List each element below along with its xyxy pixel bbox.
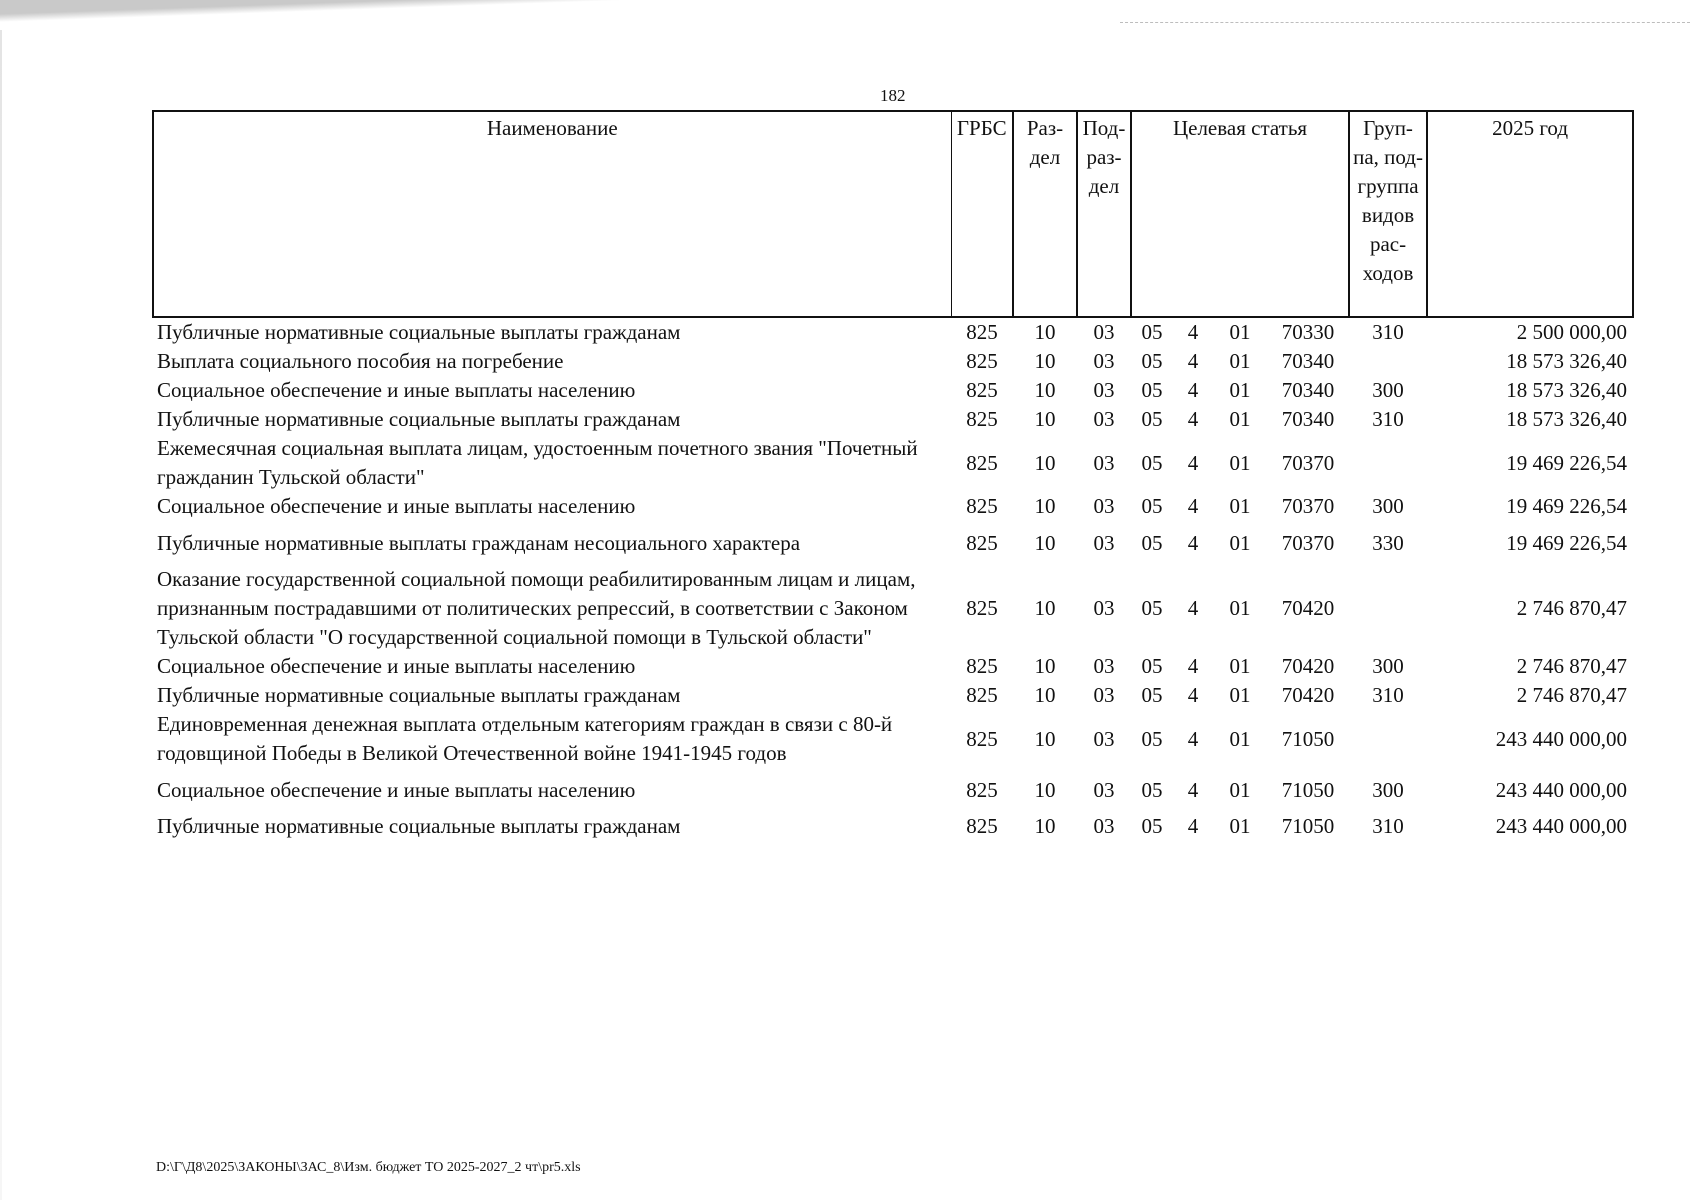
- row-cs-type: 4: [1187, 349, 1199, 373]
- row-name: Социальное обеспечение и иные выплаты населению: [157, 378, 636, 402]
- row-cs-type: 4: [1187, 378, 1199, 402]
- row-amount-2025: 19 469 226,54: [1506, 530, 1628, 555]
- row-amount-2025: 2 500 000,00: [1516, 320, 1628, 344]
- row-cs-subprogram: 01: [1229, 814, 1251, 838]
- row-grbs: 825: [966, 450, 998, 475]
- row-cs-direction: 71050: [1281, 777, 1335, 802]
- row-podrazdel: 03: [1093, 814, 1115, 838]
- row-amount-2025: 243 440 000,00: [1495, 814, 1628, 838]
- row-name: Публичные нормативные социальные выплаты гражданам: [157, 683, 681, 707]
- row-name: Оказание государственной социальной помощи реабилитированным лицам и лицам, признанным пострадавшими от политических репрессий, в соответствии с Законом Тульской области "О государственной социальной помощи в Тульской области": [157, 567, 916, 649]
- row-cs-type: 4: [1187, 407, 1199, 431]
- table-row: [153, 710, 1633, 768]
- row-cs-direction: 70340: [1281, 378, 1335, 402]
- row-podrazdel: 03: [1093, 494, 1115, 518]
- row-cs-subprogram: 01: [1229, 596, 1251, 620]
- row-cs-type: 4: [1187, 320, 1199, 344]
- row-cs-direction: 70420: [1281, 596, 1335, 620]
- row-vid-rashodov: 310: [1372, 683, 1404, 707]
- scan-dashed-line: [1120, 22, 1690, 23]
- row-cs-type: 4: [1187, 530, 1199, 555]
- row-cs-type: 4: [1187, 777, 1199, 802]
- row-name: Социальное обеспечение и иные выплаты населению: [157, 777, 636, 802]
- row-name: Публичные нормативные социальные выплаты гражданам: [157, 407, 681, 431]
- row-name: Социальное обеспечение и иные выплаты населению: [157, 654, 636, 678]
- footer-file-path: D:\Г\Д8\2025\ЗАКОНЫ\ЗАС_8\Изм. бюджет ТО 2025-2027_2 чт\pr5.xls: [156, 1160, 581, 1175]
- row-cs-program: 05: [1141, 450, 1163, 475]
- row-cs-program: 05: [1141, 814, 1163, 838]
- row-cs-program: 05: [1141, 726, 1163, 751]
- row-podrazdel: 03: [1093, 726, 1115, 751]
- row-cs-subprogram: 01: [1229, 407, 1251, 431]
- row-cs-subprogram: 01: [1229, 349, 1251, 373]
- header-razdel: Раз-дел: [1013, 111, 1077, 317]
- row-cs-program: 05: [1141, 494, 1163, 518]
- table-row: [153, 652, 1633, 681]
- row-podrazdel: 03: [1093, 450, 1115, 475]
- row-podrazdel: 03: [1093, 777, 1115, 802]
- row-vid-rashodov: [1349, 710, 1427, 768]
- row-cs-type: 4: [1187, 726, 1199, 751]
- row-name: Публичные нормативные выплаты гражданам несоциального характера: [157, 530, 801, 555]
- row-amount-2025: 18 573 326,40: [1506, 378, 1628, 402]
- row-amount-2025: 18 573 326,40: [1506, 349, 1628, 373]
- row-cs-direction: 70340: [1281, 407, 1335, 431]
- row-amount-2025: 2 746 870,47: [1516, 683, 1628, 707]
- row-podrazdel: 03: [1093, 596, 1115, 620]
- row-razdel: 10: [1034, 530, 1056, 555]
- row-podrazdel: 03: [1093, 378, 1115, 402]
- row-vid-rashodov: 330: [1372, 530, 1404, 555]
- row-cs-program: 05: [1141, 654, 1163, 678]
- row-cs-subprogram: 01: [1229, 494, 1251, 518]
- row-razdel: 10: [1034, 683, 1056, 707]
- row-razdel: 10: [1034, 320, 1056, 344]
- table-row: [153, 347, 1633, 376]
- row-cs-direction: 71050: [1281, 814, 1335, 838]
- row-cs-subprogram: 01: [1229, 530, 1251, 555]
- row-razdel: 10: [1034, 494, 1056, 518]
- table-header-row: [153, 111, 1633, 317]
- row-vid-rashodov: [1349, 347, 1427, 376]
- row-cs-type: 4: [1187, 683, 1199, 707]
- row-vid-rashodov: 310: [1372, 814, 1404, 838]
- row-razdel: 10: [1034, 814, 1056, 838]
- row-cs-subprogram: 01: [1229, 726, 1251, 751]
- row-vid-rashodov: [1349, 565, 1427, 652]
- row-amount-2025: 2 746 870,47: [1516, 654, 1628, 678]
- row-cs-type: 4: [1187, 450, 1199, 475]
- row-razdel: 10: [1034, 654, 1056, 678]
- row-podrazdel: 03: [1093, 654, 1115, 678]
- table-row: [153, 376, 1633, 405]
- table-row: [153, 492, 1633, 521]
- row-cs-subprogram: 01: [1229, 450, 1251, 475]
- row-razdel: 10: [1034, 407, 1056, 431]
- row-cs-type: 4: [1187, 814, 1199, 838]
- row-name: Публичные нормативные социальные выплаты гражданам: [157, 814, 681, 838]
- row-name: Единовременная денежная выплата отдельным категориям граждан в связи с 80-й годовщиной Победы в Великой Отечественной войне 1941-1945 годов: [157, 712, 893, 765]
- row-amount-2025: 19 469 226,54: [1506, 494, 1628, 518]
- row-cs-program: 05: [1141, 407, 1163, 431]
- row-podrazdel: 03: [1093, 530, 1115, 555]
- row-cs-direction: 70420: [1281, 654, 1335, 678]
- row-razdel: 10: [1034, 726, 1056, 751]
- row-cs-direction: 70370: [1281, 530, 1335, 555]
- row-vid-rashodov: 300: [1372, 494, 1404, 518]
- budget-table: [152, 110, 1634, 841]
- row-cs-subprogram: 01: [1229, 320, 1251, 344]
- row-vid-rashodov: 300: [1372, 378, 1404, 402]
- row-cs-type: 4: [1187, 494, 1199, 518]
- table-row: [153, 434, 1633, 492]
- row-grbs: 825: [966, 654, 998, 678]
- row-name: Выплата социального пособия на погребение: [157, 349, 564, 373]
- row-vid-rashodov: 300: [1372, 654, 1404, 678]
- table-row: [153, 812, 1633, 841]
- row-amount-2025: 18 573 326,40: [1506, 407, 1628, 431]
- row-cs-direction: 70370: [1281, 494, 1335, 518]
- row-cs-program: 05: [1141, 530, 1163, 555]
- row-cs-subprogram: 01: [1229, 777, 1251, 802]
- row-cs-type: 4: [1187, 654, 1199, 678]
- row-cs-program: 05: [1141, 378, 1163, 402]
- table-row: [153, 521, 1633, 565]
- row-cs-program: 05: [1141, 683, 1163, 707]
- row-grbs: 825: [966, 683, 998, 707]
- row-name: Публичные нормативные социальные выплаты гражданам: [157, 320, 681, 344]
- row-vid-rashodov: [1349, 434, 1427, 492]
- row-grbs: 825: [966, 349, 998, 373]
- row-razdel: 10: [1034, 450, 1056, 475]
- row-cs-direction: 71050: [1281, 726, 1335, 751]
- scan-top-shadow: [0, 0, 1694, 30]
- row-cs-subprogram: 01: [1229, 683, 1251, 707]
- row-name: Ежемесячная социальная выплата лицам, удостоенным почетного звания "Почетный гражданин Тульской области": [157, 436, 918, 489]
- header-podrazdel: Под-раз-дел: [1077, 111, 1131, 317]
- row-cs-program: 05: [1141, 777, 1163, 802]
- table-body: [153, 317, 1633, 841]
- table-row: [153, 565, 1633, 652]
- row-cs-program: 05: [1141, 349, 1163, 373]
- row-razdel: 10: [1034, 378, 1056, 402]
- row-razdel: 10: [1034, 349, 1056, 373]
- row-cs-subprogram: 01: [1229, 654, 1251, 678]
- row-grbs: 825: [966, 378, 998, 402]
- table-row: [153, 317, 1633, 347]
- row-grbs: 825: [966, 777, 998, 802]
- row-grbs: 825: [966, 596, 998, 620]
- row-cs-type: 4: [1187, 596, 1199, 620]
- page-number: 182: [880, 86, 906, 105]
- row-vid-rashodov: 310: [1372, 320, 1404, 344]
- row-name: Социальное обеспечение и иные выплаты населению: [157, 494, 636, 518]
- header-name: Наименование: [153, 111, 951, 317]
- row-cs-direction: 70420: [1281, 683, 1335, 707]
- row-cs-subprogram: 01: [1229, 378, 1251, 402]
- row-amount-2025: 243 440 000,00: [1495, 726, 1628, 751]
- row-cs-direction: 70340: [1281, 349, 1335, 373]
- header-celevaya-statya: Целевая статья: [1131, 111, 1349, 317]
- row-podrazdel: 03: [1093, 349, 1115, 373]
- row-grbs: 825: [966, 320, 998, 344]
- row-grbs: 825: [966, 726, 998, 751]
- row-grbs: 825: [966, 814, 998, 838]
- row-podrazdel: 03: [1093, 407, 1115, 431]
- table-row: [153, 768, 1633, 812]
- scan-left-edge: [0, 30, 2, 1200]
- row-razdel: 10: [1034, 777, 1056, 802]
- row-podrazdel: 03: [1093, 683, 1115, 707]
- row-vid-rashodov: 300: [1372, 777, 1404, 802]
- row-grbs: 825: [966, 407, 998, 431]
- row-vid-rashodov: 310: [1372, 407, 1404, 431]
- header-grbs: ГРБС: [951, 111, 1013, 317]
- row-podrazdel: 03: [1093, 320, 1115, 344]
- row-cs-program: 05: [1141, 596, 1163, 620]
- header-gruppa-vidov-rashodov: Груп-па, под-группа видов рас-ходов: [1349, 111, 1427, 317]
- table-row: [153, 681, 1633, 710]
- row-grbs: 825: [966, 530, 998, 555]
- row-razdel: 10: [1034, 596, 1056, 620]
- row-cs-direction: 70330: [1281, 320, 1335, 344]
- row-grbs: 825: [966, 494, 998, 518]
- row-cs-direction: 70370: [1281, 450, 1335, 475]
- row-cs-program: 05: [1141, 320, 1163, 344]
- header-year-2025: 2025 год: [1427, 111, 1633, 317]
- row-amount-2025: 2 746 870,47: [1516, 596, 1628, 620]
- table-row: [153, 405, 1633, 434]
- row-amount-2025: 19 469 226,54: [1506, 450, 1628, 475]
- row-amount-2025: 243 440 000,00: [1495, 777, 1628, 802]
